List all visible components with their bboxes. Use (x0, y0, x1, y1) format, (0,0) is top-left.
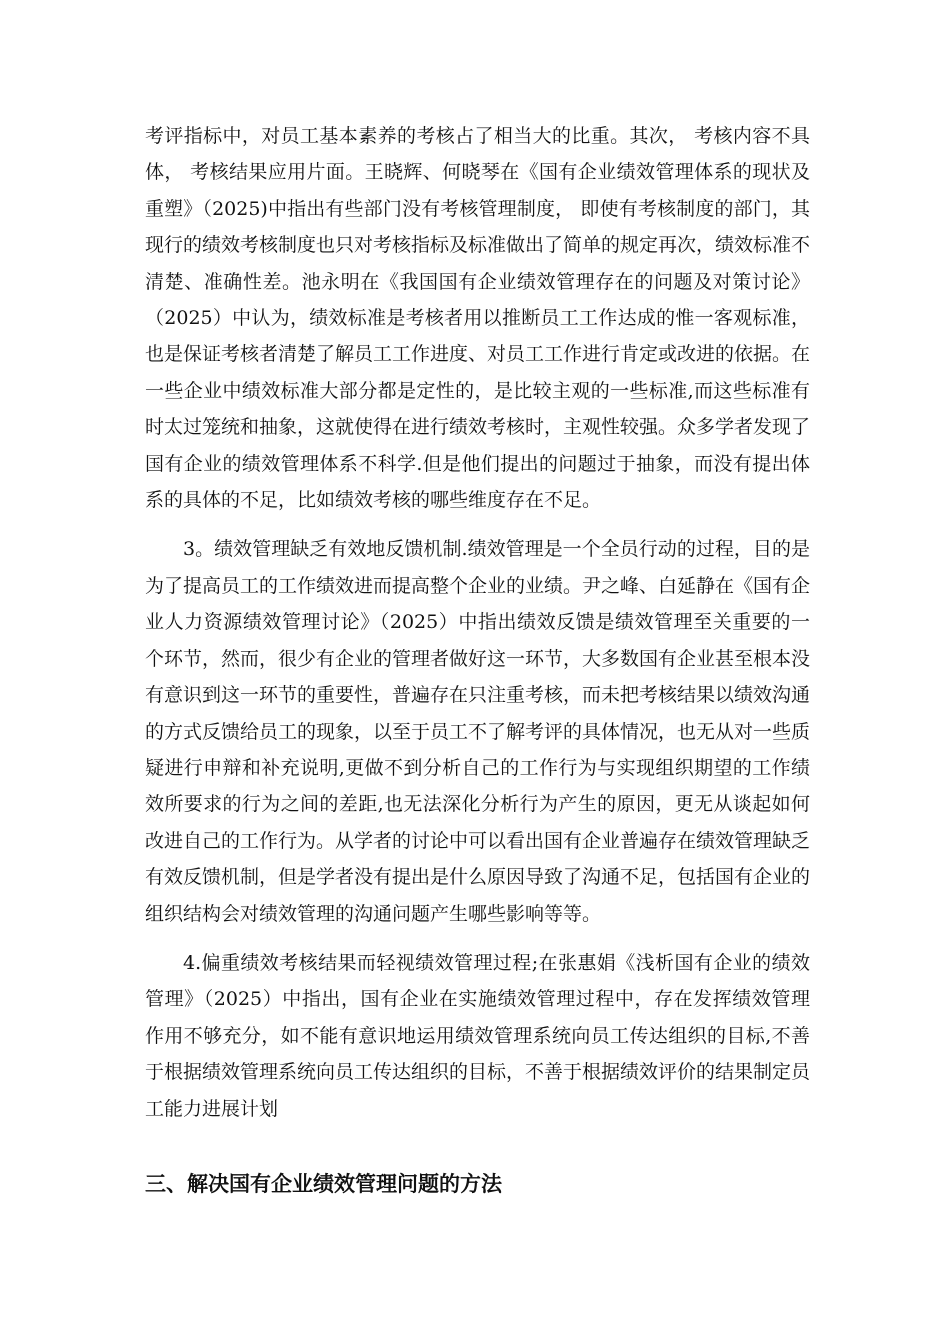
section-heading: 三、解决国有企业绩效管理问题的方法 (145, 1172, 502, 1196)
paragraph-feedback-mechanism: 3。绩效管理缺乏有效地反馈机制.绩效管理是一个全员行动的过程，目的是为了提高员工的工作绩效进而提高整个企业的业绩。尹之峰、白延静在《国有企业人力资源绩效管理讨论》（2025）中指出绩效反馈是绩效管理至关重要的一个环节，然而，很少有企业的管理者做好这一环节，大多数国有企业甚至根本没有意识到这一环节的重要性，普遍存在只注重考核，而未把考核结果以绩效沟通的方式反馈给员工的现象，以至于员工不了解考评的具体情况，也无从对一些质疑进行申辩和补充说明,更做不到分析自己的工作行为与实现组织期望的工作绩效所要求的行为之间的差距,也无法深化分析行为产生的原因，更无从谈起如何改进自己的工作行为。从学者的讨论中可以看出国有企业普遍存在绩效管理缺乏有效反馈机制，但是学者没有提出是什么原因导致了沟通不足，包括国有企业的组织结构会对绩效管理的沟通问题产生哪些影响等等。 (145, 538, 811, 925)
paragraph-results-over-process: 4.偏重绩效考核结果而轻视绩效管理过程;在张惠娟《浅析国有企业的绩效管理》（2025）中指出，国有企业在实施绩效管理过程中，存在发挥绩效管理作用不够充分，如不能有意识地运用绩效管理系统向员工传达组织的目标,不善于根据绩效管理系统向员工传达组织的目标，不善于根据绩效评价的结果制定员工能力进展计划 (145, 951, 811, 1120)
document-body (145, 118, 810, 1127)
paragraph-assessment-standards: 考评指标中，对员工基本素养的考核占了相当大的比重。其次， 考核内容不具体， 考核结果应用片面。王晓辉、何晓琴在《国有企业绩效管理体系的现状及重塑》（2025)中指出有些部门没有考核管理制度， 即使有考核制度的部门，其现行的绩效考核制度也只对考核指标及标准做出了简单的规定再次，绩效标准不清楚、准确性差。池永明在《我国国有企业绩效管理存在的问题及对策讨论》（2025）中认为，绩效标准是考核者用以推断员工工作达成的惟一客观标准，也是保证考核者清楚了解员工工作进度、对员工工作进行肯定或改进的依据。在一些企业中绩效标准大部分都是定性的，是比较主观的一些标准,而这些标准有时太过笼统和抽象，这就使得在进行绩效考核时，主观性较强。众多学者发现了国有企业的绩效管理体系不科学.但是他们提出的问题过于抽象，而没有提出体系的具体的不足，比如绩效考核的哪些维度存在不足。 (145, 125, 811, 512)
